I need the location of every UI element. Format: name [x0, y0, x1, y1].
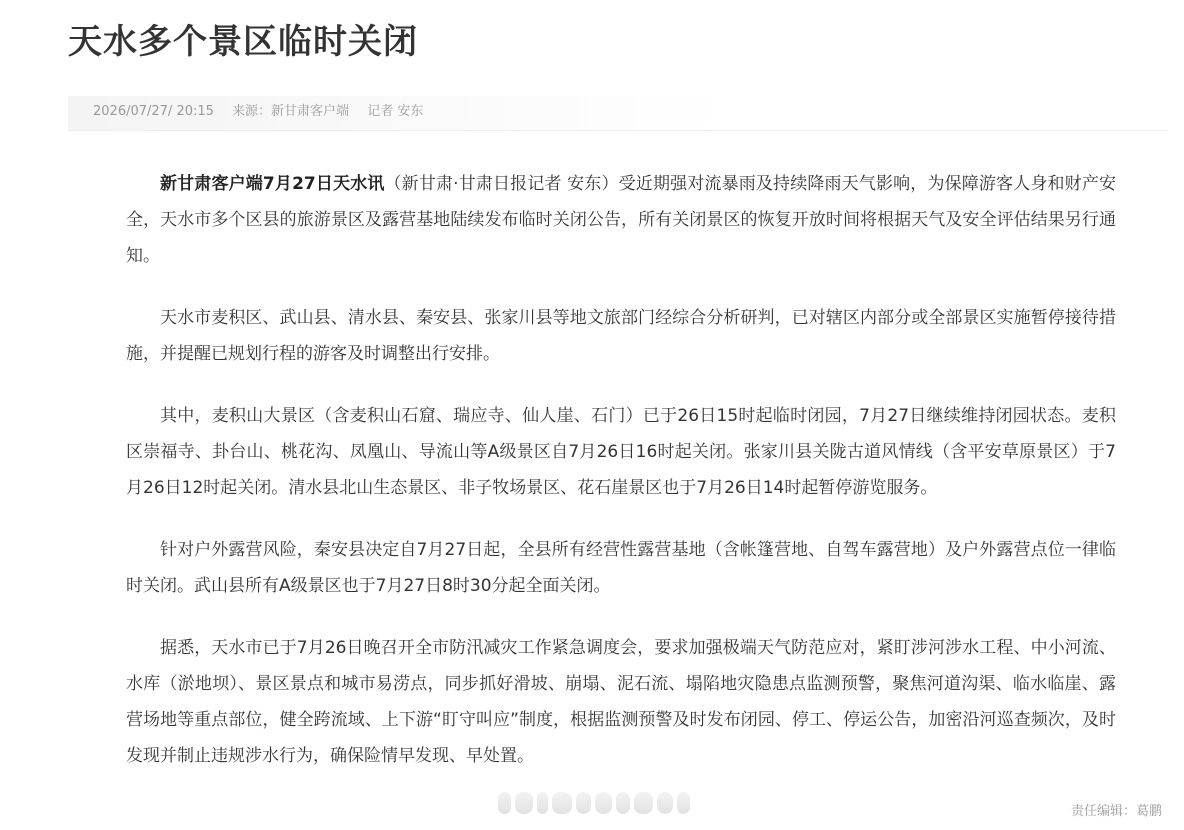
paragraph-4: 针对户外露营风险，秦安县决定自7月27日起，全县所有经营性露营基地（含帐篷营地、自驾车露营地）及户外露营点位一律临时关闭。武山县所有A级景区也于7月27日8时30分起全面关闭。	[126, 540, 1116, 596]
blurred-overlay-strip	[498, 790, 690, 816]
dateline: 新甘肃客户端7月27日天水讯	[160, 174, 385, 194]
article-body	[126, 166, 1116, 800]
article-reporter: 记者 安东	[367, 104, 424, 119]
article-source: 来源：新甘肃客户端	[232, 104, 350, 119]
paragraph-3: 其中，麦积山大景区（含麦积山石窟、瑞应寺、仙人崖、石门）已于26日15时起临时闭园，7月27日继续维持闭园状态。麦积区崇福寺、卦台山、桃花沟、凤凰山、导流山等A级景区自7月26日16时起关闭。张家川县关陇古道风情线（含平安草原景区）于7月26日12时起关闭。清水县北山生态景区、非子牧场景区、花石崖景区也于7月26日14时起暂停游览服务。	[126, 406, 1116, 498]
publish-datetime: 2026/07/27/ 20:15	[93, 104, 214, 119]
article-meta	[93, 102, 437, 122]
paragraph-2: 天水市麦积区、武山县、清水县、秦安县、张家川县等地文旅部门经综合分析研判，已对辖区内部分或全部景区实施暂停接待措施，并提醒已规划行程的游客及时调整出行安排。	[126, 308, 1116, 364]
paragraph-1	[126, 166, 1116, 274]
article-meta-bar	[68, 96, 1168, 131]
paragraph-5: 据悉，天水市已于7月26日晚召开全市防汛减灾工作紧急调度会，要求加强极端天气防范应对，紧盯涉河涉水工程、中小河流、水库（淤地坝）、景区景点和城市易涝点，同步抓好滑坡、崩塌、泥石流、塌陷地灾隐患点监测预警，聚焦河道沟渠、临水临崖、露营场地等重点部位，健全跨流域、上下游“盯守叫应”制度，根据监测预警及时发布闭园、停工、停运公告，加密沿河巡查频次，及时发现并制止违规涉水行为，确保险情早发现、早处置。	[126, 638, 1116, 766]
responsible-editor: 责任编辑：葛鹏	[1070, 804, 1162, 819]
paragraph-1-text: （新甘肃·甘肃日报记者 安东）受近期强对流暴雨及持续降雨天气影响，为保障游客人身和财产安全，天水市多个区县的旅游景区及露营基地陆续发布临时关闭公告，所有关闭景区的恢复开放时间将根据天气及安全评估结果另行通知。	[126, 174, 1116, 266]
article-title: 天水多个景区临时关闭	[68, 22, 418, 62]
